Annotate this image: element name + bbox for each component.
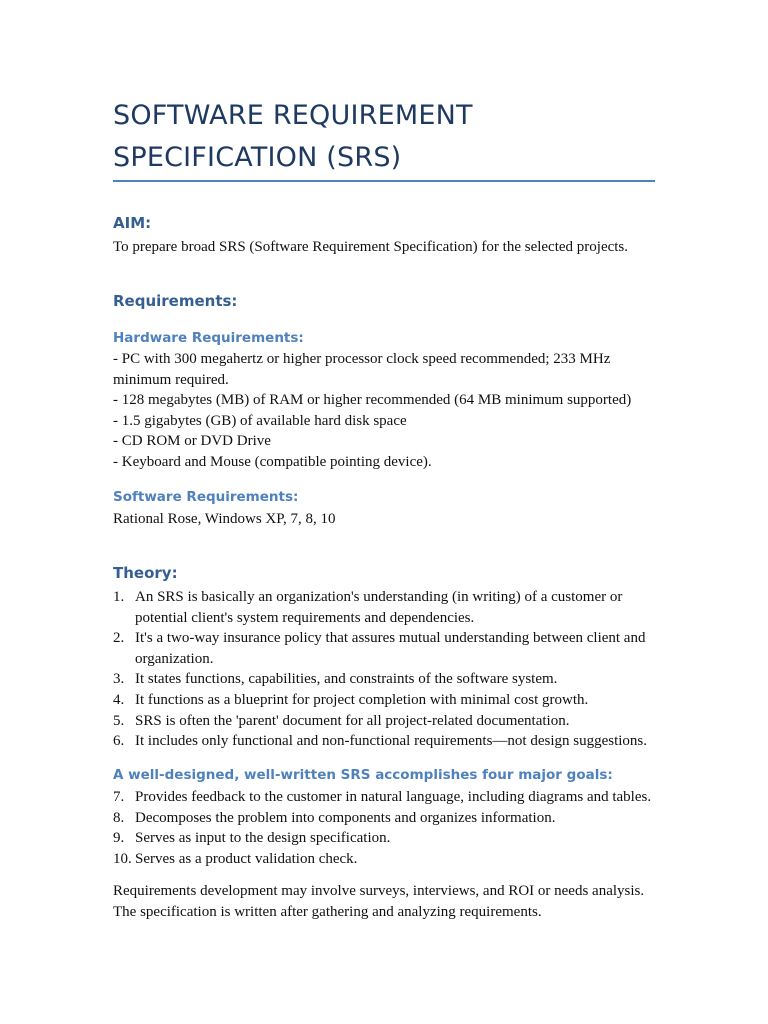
- list-item: [113, 628, 658, 669]
- list-number: 1.: [113, 589, 125, 605]
- list-item: [113, 808, 658, 829]
- list-text: SRS is often the 'parent' document for all project-related documentation.: [135, 712, 570, 729]
- software-requirements-heading: Software Requirements:: [113, 489, 299, 505]
- software-requirements-text: [113, 509, 658, 530]
- theory-heading: Theory:: [113, 564, 178, 582]
- closing-text: [113, 881, 658, 922]
- hardware-item: - 128 megabytes (MB) of RAM or higher recommended (64 MB minimum supported): [113, 392, 632, 409]
- hardware-item: - Keyboard and Mouse (compatible pointing device).: [113, 453, 432, 470]
- list-item: [113, 849, 658, 870]
- list-number: 9.: [113, 830, 125, 847]
- list-item: [113, 669, 658, 690]
- aim-text: [113, 237, 658, 258]
- requirements-heading: Requirements:: [113, 292, 238, 310]
- hardware-item: - PC with 300 megahertz or higher processor clock speed recommended; 233 MHz minimum required.: [113, 351, 611, 388]
- list-number: 3.: [113, 671, 125, 688]
- list-text: Serves as input to the design specification.: [135, 830, 391, 847]
- list-number: 7.: [113, 789, 125, 805]
- document-title: SOFTWARE REQUIREMENT SPECIFICATION (SRS): [113, 100, 473, 173]
- list-text: Provides feedback to the customer in natural language, including diagrams and tables.: [135, 789, 652, 805]
- list-text: It functions as a blueprint for project completion with minimal cost growth.: [135, 691, 589, 708]
- list-text: It includes only functional and non-functional requirements—not design suggestions.: [135, 733, 647, 750]
- software-paragraph: Rational Rose, Windows XP, 7, 8, 10: [113, 511, 336, 527]
- list-item: [113, 787, 658, 808]
- list-item: [113, 711, 658, 732]
- hardware-item: - 1.5 gigabytes (GB) of available hard disk space: [113, 412, 407, 429]
- list-item: [113, 690, 658, 711]
- list-number: 2.: [113, 630, 125, 647]
- list-item: [113, 731, 658, 752]
- hardware-requirements-heading: Hardware Requirements:: [113, 330, 304, 346]
- hardware-requirements-list: [113, 349, 658, 473]
- aim-paragraph: To prepare broad SRS (Software Requirement Specification) for the selected projects.: [113, 239, 629, 255]
- list-number: 4.: [113, 691, 125, 708]
- list-text: It states functions, capabilities, and constraints of the software system.: [135, 671, 558, 688]
- list-item: [113, 587, 658, 628]
- hardware-item: - CD ROM or DVD Drive: [113, 433, 271, 450]
- list-text: Serves as a product validation check.: [135, 850, 358, 867]
- list-number: 5.: [113, 712, 125, 729]
- theory-list: [113, 587, 658, 752]
- list-number: 8.: [113, 809, 125, 826]
- closing-paragraph: Requirements development may involve surveys, interviews, and ROI or needs analysis. The specification is written after gathering and analyzing requirements.: [113, 883, 645, 920]
- aim-heading: AIM:: [113, 214, 152, 232]
- list-text: An SRS is basically an organization's understanding (in writing) of a customer or potential client's system requirements and dependencies.: [135, 589, 623, 626]
- list-text: Decomposes the problem into components and organizes information.: [135, 809, 556, 826]
- goals-list: [113, 787, 658, 869]
- list-number: 6.: [113, 733, 125, 750]
- title-underline: [113, 180, 655, 182]
- list-item: [113, 828, 658, 849]
- list-number: 10.: [113, 850, 132, 867]
- goals-heading: A well-designed, well-written SRS accomplishes four major goals:: [113, 767, 613, 783]
- list-text: It's a two-way insurance policy that assures mutual understanding between client and organization.: [135, 630, 646, 667]
